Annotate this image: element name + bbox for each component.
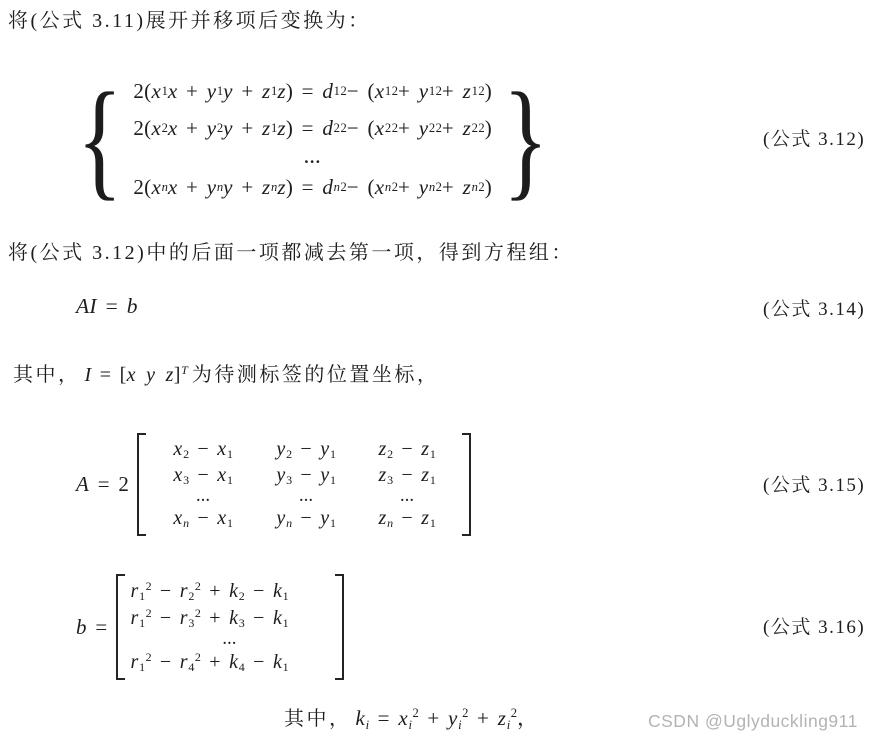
vector-cell: $r_1^2 - r_3^2 + k_3 - k_1$ <box>130 605 289 631</box>
matrix-A-right-bracket <box>462 433 471 536</box>
matrix-ellipsis-cell: … <box>299 489 314 505</box>
where-k-prefix: 其中， <box>284 708 352 730</box>
matrix-ellipsis-cell: … <box>400 489 415 505</box>
matrix-cell: $y_n - y_1$ <box>276 506 336 531</box>
where-I-suffix: 为待测标签的位置坐标， <box>191 364 440 386</box>
matrix-ellipsis-cell: … <box>196 489 211 505</box>
vector-b <box>116 574 344 680</box>
vector-row <box>131 578 329 605</box>
equation-label-3-12: (公式 3.12) <box>763 129 866 150</box>
csdn-watermark: CSDN @Uglyduckling911 <box>648 711 858 731</box>
where-I-line <box>13 358 439 387</box>
equation-row-2: 2(x 2 x + y 2 y + z 1 z) = d 2 2 − (x 2 2 + y 2 2 + z 2 2 ) <box>133 115 492 140</box>
vector-b-lhs: b = <box>76 614 108 639</box>
matrix-cell: $z_3 - z_1$ <box>378 463 436 488</box>
left-curly-brace: { <box>76 65 123 212</box>
matrix-cell: $x_2 - x_1$ <box>173 437 233 462</box>
equation-row-1: 2(x 1 x + y 1 y + z 1 z) = d 1 2 − (x 1 2 + y 1 2 + z 1 2 ) <box>133 78 492 103</box>
vector-b-left-bracket <box>116 574 125 680</box>
vector-row <box>131 649 329 676</box>
vector-ellipsis-cell: … <box>222 632 237 648</box>
matrix-row <box>152 437 456 463</box>
matrix-row <box>152 506 456 532</box>
vector-row <box>131 605 329 632</box>
vector-b-rows <box>125 574 335 680</box>
equation-row-n: 2(x n x + y n y + z n z) = d n 2 − (x n 2 + y n 2 + z n 2 ) <box>133 174 492 199</box>
equation-system-rows <box>133 73 492 206</box>
matrix-A-left-bracket <box>137 433 146 536</box>
intro-paragraph: 将(公式 3.11)展开并移项后变换为： <box>8 10 371 32</box>
matrix-cell: $y_2 - y_1$ <box>276 437 336 462</box>
equation-label-3-14: (公式 3.14) <box>763 299 866 320</box>
vector-ellipsis-row <box>131 632 329 649</box>
matrix-cell: $x_3 - x_1$ <box>173 463 233 488</box>
where-k-math: $k_i = x_i^2 + y_i^2 + z_i^2$， <box>355 706 539 732</box>
equation-label-3-16: (公式 3.16) <box>763 617 866 638</box>
equation-label-3-15: (公式 3.15) <box>763 475 866 496</box>
equation-system-3-12 <box>68 65 557 212</box>
where-I-math: I = [x y z]$^T$ <box>84 362 188 386</box>
matrix-cell: $y_3 - y_1$ <box>276 463 336 488</box>
where-I-prefix: 其中， <box>13 364 81 386</box>
matrix-ellipsis-row <box>152 489 456 506</box>
vector-cell: $r_1^2 - r_2^2 + k_2 - k_1$ <box>130 578 289 604</box>
right-curly-brace: } <box>502 65 549 212</box>
matrix-A-rows <box>146 433 462 536</box>
matrix-cell: $z_n - z_1$ <box>378 506 436 531</box>
vector-cell: $r_1^2 - r_4^2 + k_4 - k_1$ <box>130 649 289 675</box>
where-k-line <box>284 702 538 733</box>
matrix-cell: $z_2 - z_1$ <box>378 437 436 462</box>
middle-paragraph: 将(公式 3.12)中的后面一项都减去第一项，得到方程组： <box>8 242 574 264</box>
equation-3-14: AI = b <box>76 294 138 318</box>
matrix-A-lhs: A = 2 <box>76 472 130 496</box>
matrix-row <box>152 463 456 489</box>
vector-b-right-bracket <box>335 574 344 680</box>
equation-3-15 <box>76 433 471 536</box>
matrix-cell: $x_n - x_1$ <box>173 506 233 531</box>
matrix-A <box>137 433 471 536</box>
equation-row-ellipsis: … <box>303 147 322 167</box>
equation-3-16 <box>76 574 344 680</box>
